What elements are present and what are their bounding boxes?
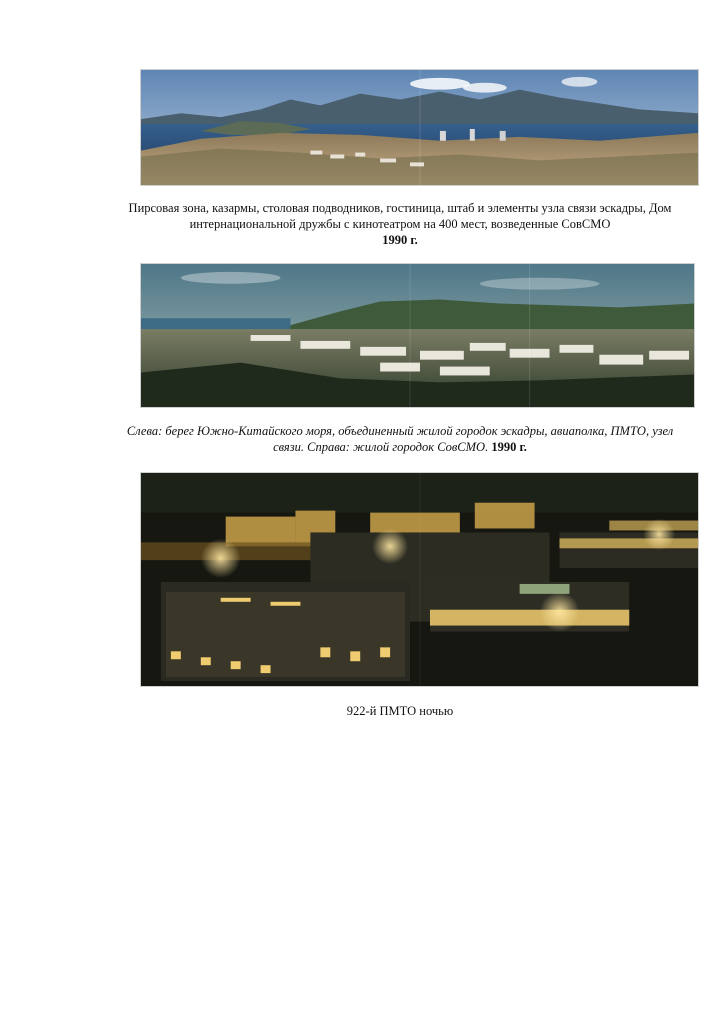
caption-night-text: 922-й ПМТО ночью (346, 704, 454, 718)
night-base-image (141, 473, 698, 686)
photo-harbor-panorama (140, 69, 699, 186)
residential-town-panorama-image (141, 264, 694, 407)
caption-residential (120, 423, 680, 455)
caption-harbor (120, 200, 680, 248)
harbor-panorama-image (141, 70, 698, 185)
caption-harbor-text: Пирсовая зона, казармы, столовая подводников, гостиница, штаб и элементы узла связи эскадры, Дом интернациональной дружбы с кинотеатром на 400 мест, возведенные СовСМО (128, 201, 672, 231)
photo-residential-town-panorama (140, 263, 695, 408)
caption-residential-text: Слева: берег Южно-Китайского моря, объединенный жилой городок эскадры, авиаполка, ПМТО, узел связи. Справа: жилой городок СовСМО. (126, 424, 674, 454)
caption-night (120, 703, 680, 719)
caption-residential-year: 1990 г. (491, 440, 527, 454)
photo-night-base (140, 472, 699, 687)
caption-harbor-year: 1990 г. (382, 233, 418, 247)
